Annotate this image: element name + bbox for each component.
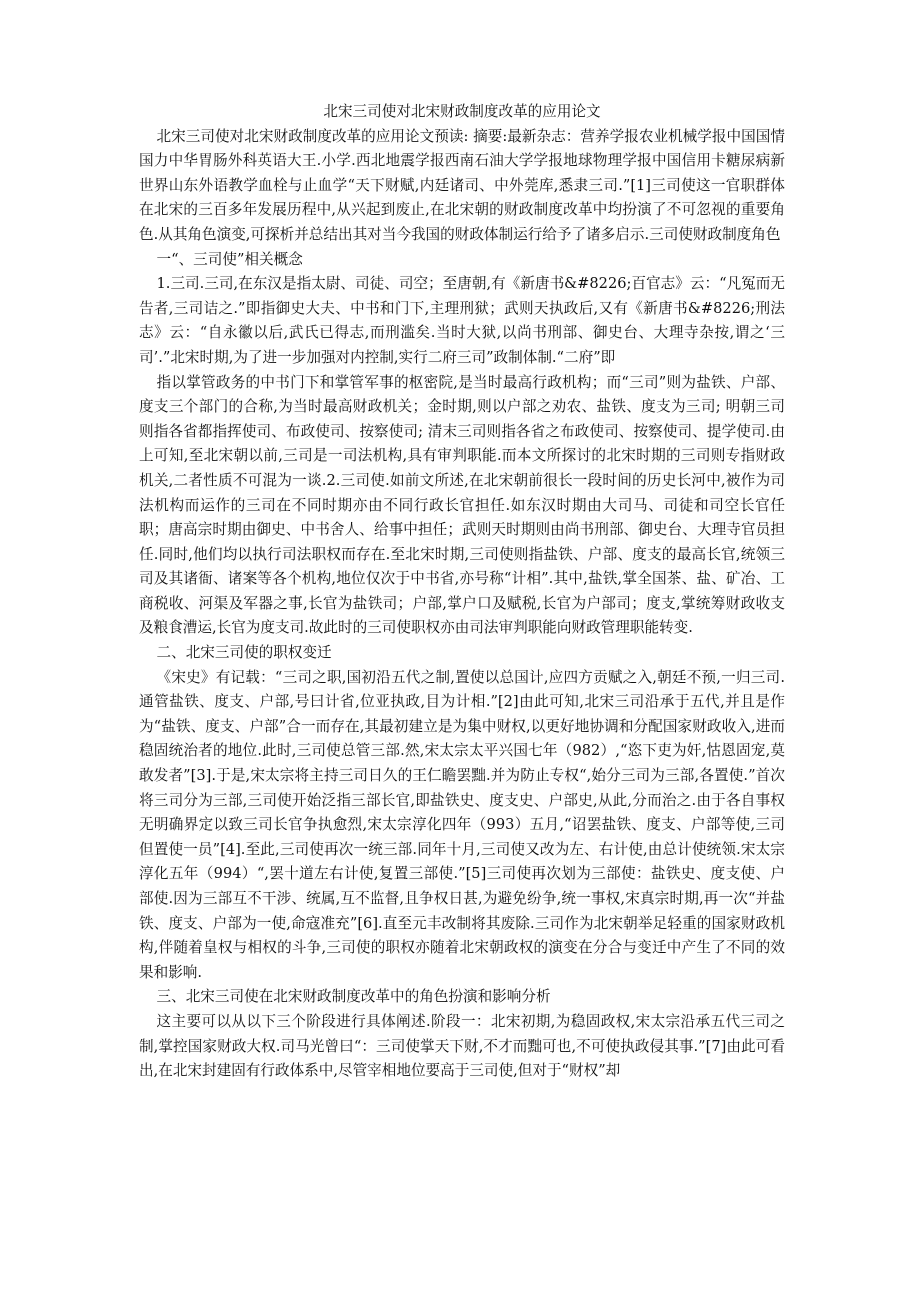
body-paragraph: 1.三司.三司,在东汉是指太尉、司徒、司空；至唐朝,有《新唐书&#8226;百官志》云：“凡冤而无告者,三司诘之.”即指御史大夫、中书和门下,主理刑狱；武则天执政后,又有《新唐书&#8226;刑法志》云：“自永徽以后,武氏已得志,而刑滥矣.当时大狱,以尚书刑部、御史台、大理寺杂按,谓之‘三司’.”北宋时期,为了进一步加强对内控制,实行二府三司”政制体制.“二府”即: [139, 275, 785, 366]
document-title: 北宋三司使对北宋财政制度改革的应用论文: [323, 103, 601, 120]
section-heading-1: 一“、三司使”相关概念: [156, 250, 303, 268]
abstract-paragraph: 北宋三司使对北宋财政制度改革的应用论文预读: 摘要:最新杂志：营养学报农业机械学报中国国情国力中华胃肠外科英语大王.小学.西北地震学报西南石油大学学报地球物理学报中国信用卡糖尿病新世界山东外语教学血栓与止血学“天下财赋,内廷诸司、中外莞库,悉隶三司.”[1]三司使这一官职群体在北宋的三百多年发展历程中,从兴起到废止,在北宋朝的财政制度改革中均扮演了不可忽视的重要角色.从其角色演变,可探析并总结出其对当今我国的财政体制运行给予了诸多启示.三司使财政制度角色: [139, 127, 785, 243]
body-paragraph: 这主要可以从以下三个阶段进行具体阐述.阶段一：北宋初期,为稳固政权,宋太宗沿承五代三司之制,掌控国家财政大权.司马光曾曰“：三司使掌天下财,不才而黜可也,不可使执政侵其事.”[7]由此可看出,在北宋封建固有行政体系中,尽管宰相地位要高于三司使,但对于“财权”却: [139, 1012, 785, 1080]
body-paragraph: 指以掌管政务的中书门下和掌管军事的枢密院,是当时最高行政机构；而“三司”则为盐铁、户部、度支三个部门的合称,为当时最高财政机关；金时期,则以户部之劝农、盐铁、度支为三司; 明朝三司则指各省都指挥使司、布政使司、按察使司; 清末三司则指各省之布政使司、按察使司、提学使司.由上可知,至北宋朝以前,三司是一司法机构,具有审判职能.而本文所探讨的北宋时期的三司则专指财政机关,二者性质不可混为一谈.2.三司使.如前文所述,在北宋朝前很长一段时间的历史长河中,被作为司法机构而运作的三司在不同时期亦由不同行政长官担任.如东汉时期由大司马、司徒和司空长官任职；唐高宗时期由御史、中书舍人、给事中担任；武则天时期则由尚书刑部、御史台、大理寺官员担任.同时,他们均以执行司法职权而存在.至北宋时期,三司使则指盐铁、户部、度支的最高长官,统领三司及其诸衙、诸案等各个机构,地位仅次于中书省,亦号称“计相”.其中,盐铁,掌全国茶、盐、矿冶、工商税收、河渠及军器之事,长官为盐铁司；户部,掌户口及赋税,长官为户部司；度支,掌统筹财政收支及粮食漕运,长官为度支司.故此时的三司使职权亦由司法审判职能向财政管理职能转变.: [139, 373, 785, 637]
body-paragraph: 《宋史》有记载：“三司之职,国初沿五代之制,置使以总国计,应四方贡赋之入,朝廷不预,一归三司.通管盐铁、度支、户部,号曰计省,位亚执政,目为计相.”[2]由此可知,北宋三司沿承于五代,并且是作为“盐铁、度支、户部”合一而存在,其最初建立是为集中财权,以更好地协调和分配国家财政收入,进而稳固统治者的地位.此时,三司使总管三部.然,宋太宗太平兴国七年（982）,“恣下吏为奸,怙恩固宠,莫敢发者”[3].于是,宋太宗将主持三司日久的王仁瞻罢黜.并为防止专权“,始分三司为三部,各置使.”首次将三司分为三部,三司使开始泛指三部长官,即盐铁史、度支史、户部史,从此,分而治之.由于各自事权无明确界定以致三司长官争执愈烈,宋太宗淳化四年（993）五月,“诏罢盐铁、度支、户部等使,三司但置使一员”[4].至此,三司使再次一统三部.同年十月,三司使又改为左、右计使,由总计使统领.宋太宗淳化五年（994）“,罢十道左右计使,复置三部使.”[5]三司使再次划为三部使：盐铁史、度支使、户部使.因为三部互不干涉、统属,互不监督,且争权日甚,为避免纷争,统一事权,宋真宗时期,再一次“并盐铁、度支、户部为一使,命寇准充”[6].直至元丰改制将其废除.三司作为北宋朝举足轻重的国家财政机构,伴随着皇权与相权的斗争,三司使的职权亦随着北宋朝政权的演变在分合与变迁中产生了不同的效果和影响.: [139, 668, 785, 981]
document-page: [139, 100, 785, 1084]
section-heading-2: 二、北宋三司使的职权变迁: [156, 644, 332, 662]
section-heading-3: 三、北宋三司使在北宋财政制度改革中的角色扮演和影响分析: [156, 988, 551, 1006]
